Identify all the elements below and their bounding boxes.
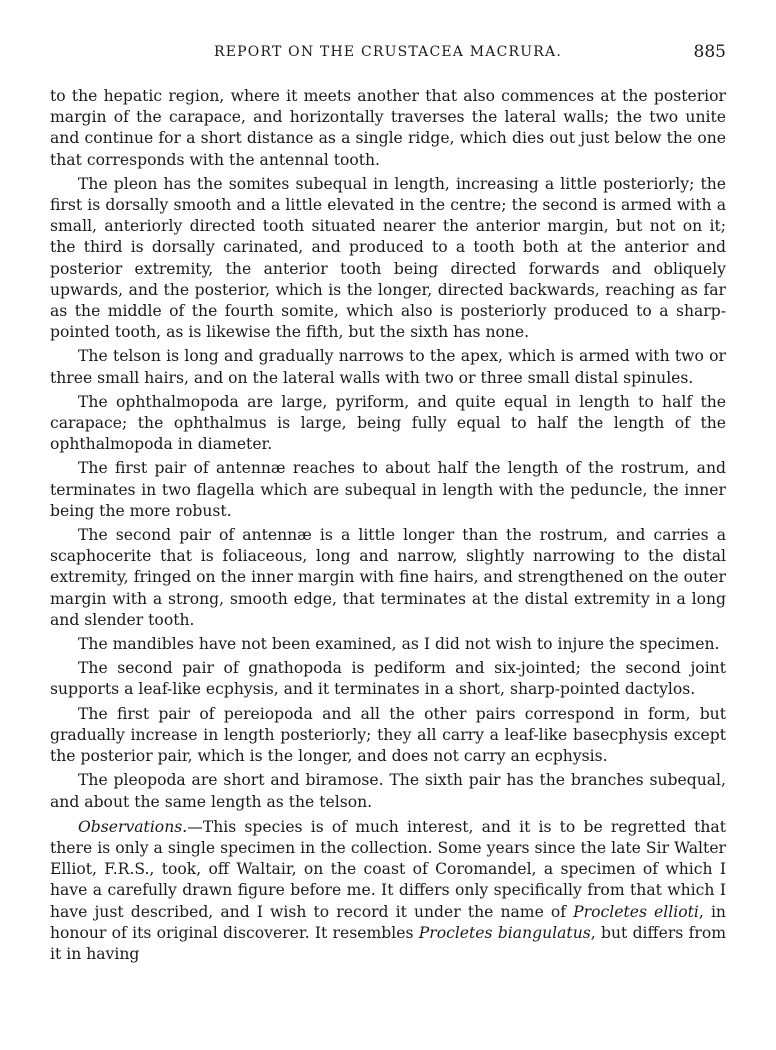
paragraph-carapace-continuation: to the hepatic region, where it meets another that also commences at the posterior margin of the carapace, and horizontally traverses the lateral walls; the two unite and continue for a short distance as a single ridge, which dies out just below the one that corresponds with the antennal tooth. (50, 87, 726, 169)
body-text (50, 86, 726, 968)
paragraph-pleon: The pleon has the somites subequal in length, increasing a little posteriorly; the first is dorsally smooth and a little elevated in the centre; the second is armed with a small, anteriorly directed tooth situated nearer the anterior margin, but not on it; the third is dorsally carinated, and produced to a tooth both at the anterior and posterior extremity, the anterior tooth being directed forwards and obliquely upwards, and the posterior, which is the longer, directed backwards, reaching as far as the middle of the fourth somite, which also is posteriorly produced to a sharp-pointed tooth, as is likewise the fifth, but the sixth has none. (50, 174, 726, 342)
paragraph-mandibles: The mandibles have not been examined, as I did not wish to injure the specimen. (78, 635, 720, 654)
paragraph-observations (50, 817, 726, 965)
paragraph-ophthalmopoda: The ophthalmopoda are large, pyriform, and quite equal in length to half the carapace; the ophthalmus is large, being fully equal to half the length of the ophthalmopoda in diameter. (50, 392, 726, 454)
compare-species-name: Procletes biangulatus (418, 923, 591, 942)
paragraph-gnathopoda: The second pair of gnathopoda is pediform and six-jointed; the second joint supports a leaf-like ecphysis, and it terminates in a short, sharp-pointed dactylos. (50, 659, 726, 699)
paragraph-telson: The telson is long and gradually narrows to the apex, which is armed with two or three small hairs, and on the lateral walls with two or three small distal spinules. (50, 347, 726, 387)
running-head: REPORT ON THE CRUSTACEA MACRURA. (214, 44, 562, 60)
observations-label: Observations. (78, 817, 188, 836)
observations-text-3: , but differs from it in having (50, 923, 726, 963)
observations-text-2: , in honour of its original discoverer. It resembles (50, 902, 726, 942)
observations-text-1: —This species is of much interest, and it is to be regretted that there is only a single specimen in the collection. Some years since the late Sir Walter Elliot, F.R.S., took, off Waltair, on the coast of Coromandel, a specimen of which I have a carefully drawn figure before me. It differs only specifically from that which I have just described, and I wish to record it under the name of (50, 817, 726, 921)
paragraph-first-antennae: The first pair of antennæ reaches to about half the length of the rostrum, and terminates in two flagella which are subequal in length with the peduncle, the inner being the more robust. (50, 459, 726, 520)
paragraph-pleopoda: The pleopoda are short and biramose. The sixth pair has the branches subequal, and about the same length as the telson. (50, 771, 726, 811)
species-name: Procletes ellioti (573, 902, 699, 921)
paragraph-pereiopoda: The first pair of pereiopoda and all the other pairs correspond in form, but gradually increase in length posteriorly; they all carry a leaf-like basecphysis except the posterior pair, which is the longer, and does not carry an ecphysis. (50, 704, 726, 766)
paragraph-second-antennae: The second pair of antennæ is a little longer than the rostrum, and carries a scaphocerite that is foliaceous, long and narrow, slightly narrowing to the distal extremity, fringed on the inner margin with fine hairs, and strengthened on the outer margin with a strong, smooth edge, that terminates at the distal extremity in a long and slender tooth. (50, 526, 726, 629)
page-header (50, 44, 726, 66)
page-number: 885 (693, 42, 726, 62)
